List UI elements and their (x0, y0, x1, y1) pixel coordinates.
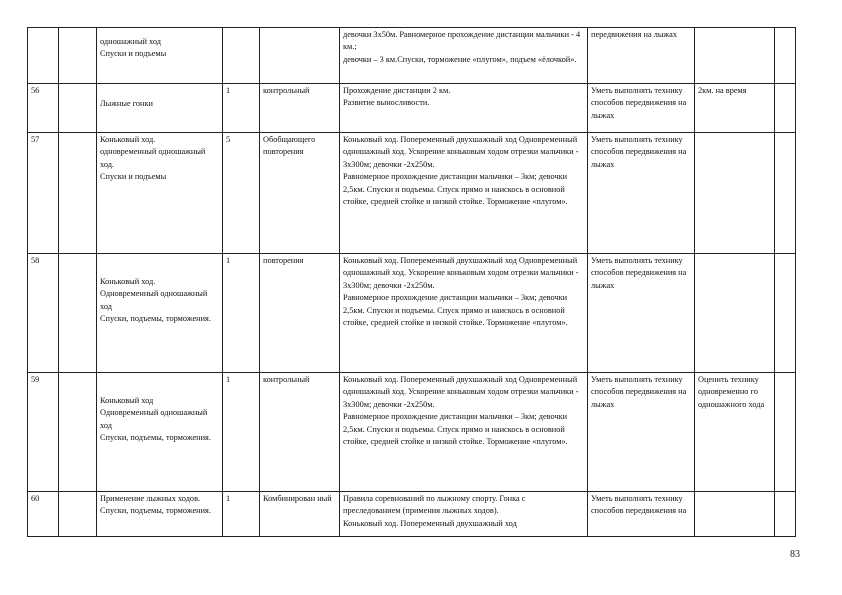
requirements-cell: Уметь выполнять технику способов передвижения на лыжах (588, 84, 695, 133)
extra-cell (775, 492, 796, 537)
content-cell: Коньковый ход. Попеременный двухшажный ход Одновременный одношажный ход. Ускорение коньковым ходом отрезки мальчики - 3х300м; девочки -2х250м. Равномерное прохождение дистанции мальчики – 3км; девочки 2,5км. Спуски и подъемы. Спуск прямо и наискось в основной стойке, средней стойке и низкой стойке. Торможение «плугом». (340, 373, 588, 492)
table-row (28, 492, 796, 537)
blank-cell (59, 84, 97, 133)
lesson-type-cell: повторения (260, 254, 340, 373)
blank-cell (59, 254, 97, 373)
hours-cell (223, 28, 260, 84)
table-row (28, 84, 796, 133)
blank-cell (59, 133, 97, 254)
topic-cell: Коньковый ход. одновременный одношажный ход. Спуски и подъемы (97, 133, 223, 254)
table-row (28, 373, 796, 492)
extra-cell (775, 373, 796, 492)
page-number: 83 (790, 549, 800, 560)
content-cell: девочки 3х50м. Равномерное прохождение дистанции мальчики - 4 км.; девочки – 3 км.Спуски, торможение «плугом», подъем «ёлочкой». (340, 28, 588, 84)
extra-cell (775, 84, 796, 133)
topic-cell: Коньковый ход Одновременный одношажный ход Спуски, подъемы, торможения. (97, 373, 223, 492)
control-cell (695, 28, 775, 84)
content-cell: Коньковый ход. Попеременный двухшажный ход Одновременный одношажный ход. Ускорение коньковым ходом отрезки мальчики - 3х300м; девочки -2х250м. Равномерное прохождение дистанции мальчики – 3км; девочки 2,5км. Спуски и подъемы. Спуск прямо и наискось в основной стойке, средней стойке и низкой стойке. Торможение «плугом». (340, 254, 588, 373)
requirements-cell: Уметь выполнять технику способов передвижения на лыжах (588, 373, 695, 492)
control-cell: 2км. на время (695, 84, 775, 133)
hours-cell: 1 (223, 254, 260, 373)
topic-cell: одношажный ход Спуски и подъемы (97, 28, 223, 84)
hours-cell: 1 (223, 492, 260, 537)
control-cell (695, 492, 775, 537)
control-cell (695, 133, 775, 254)
lesson-type-cell: контрольный (260, 84, 340, 133)
content-cell: Коньковый ход. Попеременный двухшажный ход Одновременный одношажный ход. Ускорение коньковым ходом отрезки мальчики - 3х300м; девочки -2х250м. Равномерное прохождение дистанции мальчики – 3км; девочки 2,5км. Спуски и подъемы. Спуск прямо и наискось в основной стойке, средней стойке и низкой стойке. Торможение «плугом». (340, 133, 588, 254)
hours-cell: 5 (223, 133, 260, 254)
lesson-plan-table (27, 27, 796, 537)
blank-cell (59, 492, 97, 537)
lesson-type-cell: Комбинирован ный (260, 492, 340, 537)
lesson-type-cell (260, 28, 340, 84)
lesson-number-cell: 56 (28, 84, 59, 133)
lesson-number-cell: 59 (28, 373, 59, 492)
blank-cell (59, 28, 97, 84)
table-row (28, 133, 796, 254)
extra-cell (775, 254, 796, 373)
topic-cell: Коньковый ход. Одновременный одношажный ход Спуски, подъемы, торможения. (97, 254, 223, 373)
lesson-type-cell: контрольный (260, 373, 340, 492)
content-cell: Прохождение дистанции 2 км. Развитие выносливости. (340, 84, 588, 133)
table-row (28, 28, 796, 84)
lesson-number-cell (28, 28, 59, 84)
extra-cell (775, 133, 796, 254)
requirements-cell: Уметь выполнять технику способов передвижения на лыжах (588, 133, 695, 254)
control-cell: Оценить технику одновременно го одношажного хода (695, 373, 775, 492)
control-cell (695, 254, 775, 373)
table-row (28, 254, 796, 373)
hours-cell: 1 (223, 84, 260, 133)
content-cell: Правила соревнований по лыжному спорту. Гонка с преследованием (примения лыжных ходов). Коньковый ход. Попеременный двухшажный ход (340, 492, 588, 537)
requirements-cell: Уметь выполнять технику способов передвижения на (588, 492, 695, 537)
topic-cell: Применение лыжных ходов. Спуски, подъемы, торможения. (97, 492, 223, 537)
lesson-number-cell: 57 (28, 133, 59, 254)
extra-cell (775, 28, 796, 84)
lesson-type-cell: Обобщающего повторения (260, 133, 340, 254)
requirements-cell: Уметь выполнять технику способов передвижения на лыжах (588, 254, 695, 373)
blank-cell (59, 373, 97, 492)
topic-cell: Лыжные гонки (97, 84, 223, 133)
requirements-cell: передвижения на лыжах (588, 28, 695, 84)
lesson-number-cell: 58 (28, 254, 59, 373)
lesson-number-cell: 60 (28, 492, 59, 537)
hours-cell: 1 (223, 373, 260, 492)
